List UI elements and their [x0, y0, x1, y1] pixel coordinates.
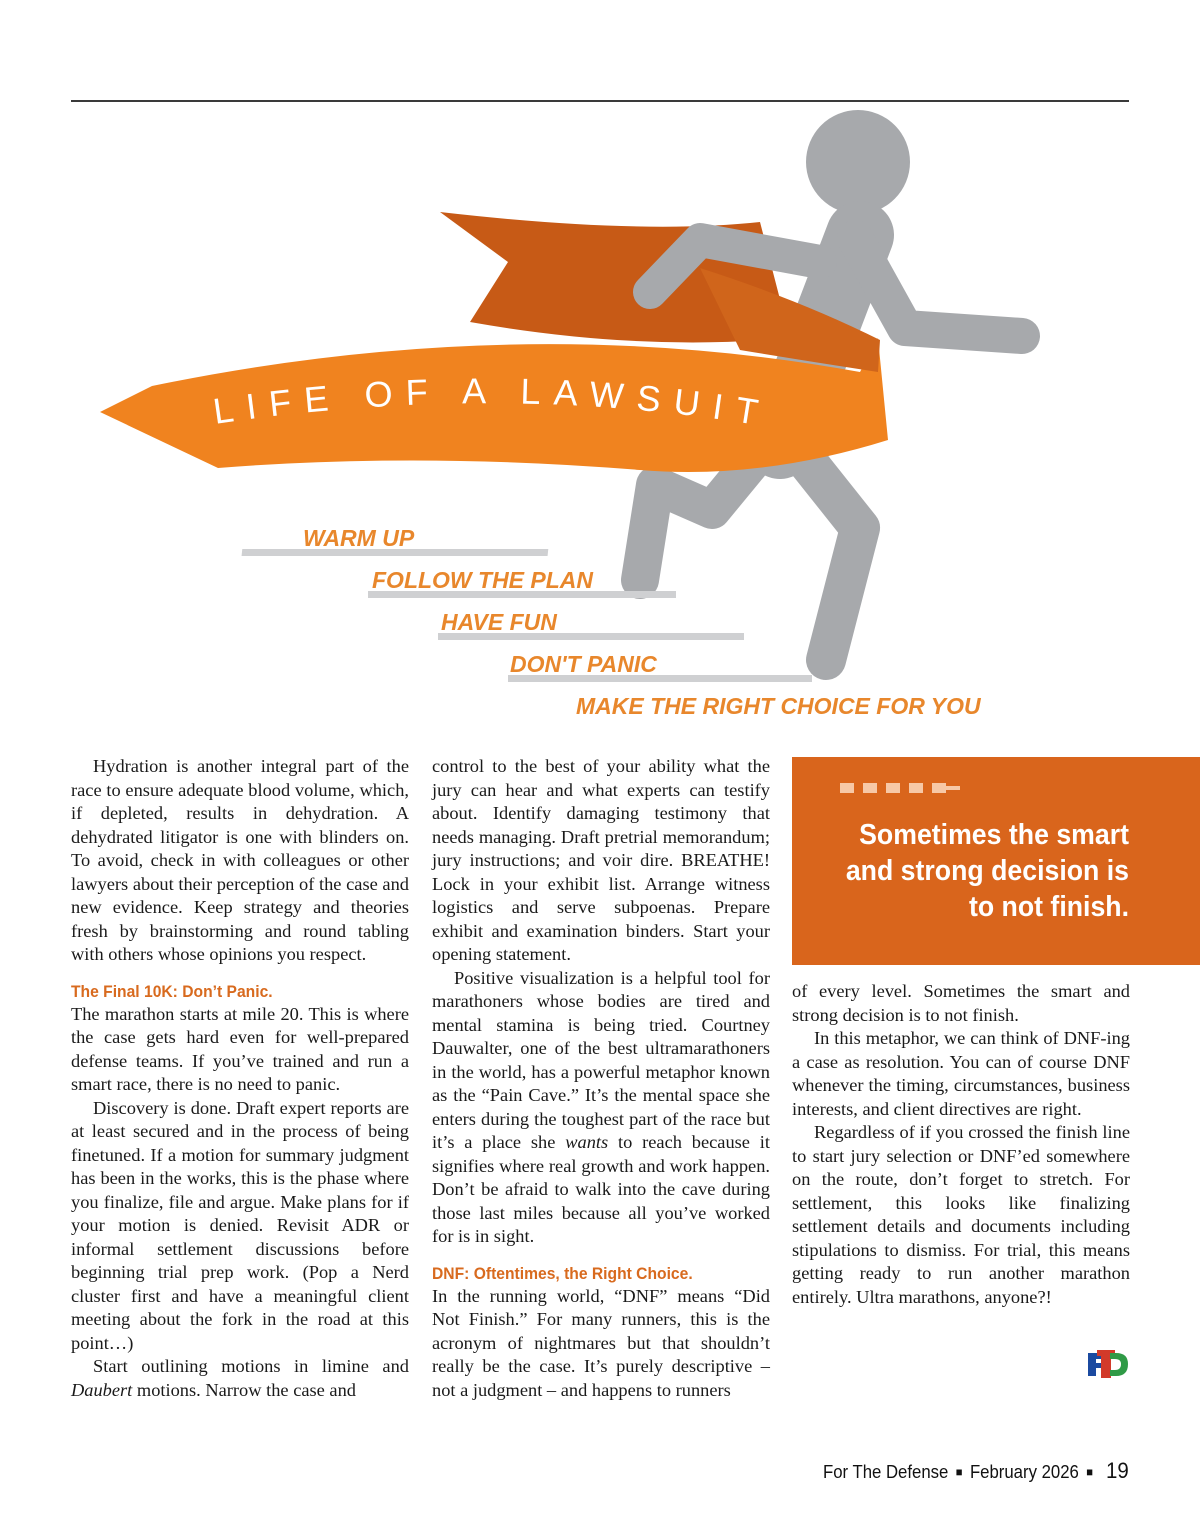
separator-icon: ■	[1086, 1465, 1094, 1479]
text-run: Start outlining motions in limine and	[93, 1356, 409, 1376]
paragraph: control to the best of your ability what the jury can hear and what experts can testify about. Identify damaging testimony that needs managing. Draft pretrial memorandum; jury instructions; and voir dire. BREATHE! Lock in your exhibit list. Arrange witness logistics and serve subpoenas. Prepare exhibit and examination binders. Start your opening statement.	[432, 756, 770, 964]
issue-date: February 2026	[970, 1462, 1080, 1482]
paragraph	[432, 967, 770, 1249]
tip-dont-panic: DON'T PANIC	[510, 651, 657, 677]
publication-name: For The Defense	[823, 1462, 949, 1482]
paragraph: Regardless of if you crossed the finish line to start jury selection or DNF’ed somewhere on the route, don’t forget to stretch. For settlement, this looks like finalizing settlement details and documents including stipulations to dismiss. For trial, this means getting ready to run another marathon entirely. Ultra marathons, anyone?!	[792, 1122, 1130, 1307]
tip-warm-up: WARM UP	[303, 525, 415, 551]
text-run: motions. Narrow the case and	[132, 1379, 356, 1400]
tip-have-fun: HAVE FUN	[441, 609, 557, 635]
separator-icon: ■	[955, 1465, 963, 1479]
banner-title: LIFE OF A LAWSUIT	[210, 370, 774, 435]
column-1	[71, 755, 409, 1402]
tip-right-choice: MAKE THE RIGHT CHOICE FOR YOU	[576, 693, 981, 719]
column-2	[432, 755, 770, 1402]
page-number: 19	[1106, 1458, 1129, 1483]
page-footer	[823, 1458, 1129, 1484]
text-run: to reach because it signifies where real growth and work happen. Don’t be afraid to walk into the cave during those last miles because all you’ve worked for is in sight.	[432, 1132, 770, 1246]
section-heading-dnf: DNF: Oftentimes, the Right Choice.	[432, 1263, 693, 1283]
tip-follow-plan: FOLLOW THE PLAN	[372, 567, 594, 593]
paragraph: In the running world, “DNF” means “Did Not Finish.” For many runners, this is the acronym of nightmares but that shouldn’t really be the case. It’s purely descriptive – not a judgment – and happens to runners	[432, 1285, 770, 1400]
paragraph	[71, 1355, 409, 1402]
paragraph: In this metaphor, we can think of DNF-ing a case as resolution. You can of course DNF whenever the timing, circumstances, business interests, and client directives are right.	[792, 1028, 1130, 1119]
paragraph: Discovery is done. Draft expert reports are at least secured and in the process of being finetuned. If a motion for summary judgment has been in the works, this is the phase where you finalize, file and argue. Make plans for if your motion is denied. Revisit ADR or informal settlement discussions before beginning trial prep work. (Pop a Nerd cluster first and have a meaningful client meeting about the fork in the road at this point…)	[71, 1097, 409, 1353]
text-run: Positive visualization is a helpful tool for marathoners whose bodies are tired and mental stamina is being tried. Courtney Dauwalter, one of the best ultramarathoners in the world, has a powerful metaphor known as the “Pain Cave.” It’s the mental space she enters during the toughest part of the race but it’s a place she	[432, 967, 770, 1152]
pull-quote-text: Sometimes the smart and strong decision is to not finish.	[845, 819, 1129, 923]
runner-illustration	[0, 102, 1200, 742]
paragraph: Hydration is another integral part of the race to ensure adequate blood volume, which, if depleted, results in dehydration. A dehydrated litigator is one with blinders on. To avoid, check in with colleagues or other lawyers about their perception of the case and new evidence. Keep strategy and theories fresh by brainstorming and round tabling with others whose opinions you respect.	[71, 756, 409, 964]
pull-quote-box	[792, 757, 1200, 965]
paragraph: of every level. Sometimes the smart and strong decision is to not finish.	[792, 981, 1130, 1025]
dots-decoration	[840, 783, 960, 793]
emphasis: Daubert	[71, 1379, 133, 1400]
column-3	[792, 980, 1130, 1309]
paragraph: The marathon starts at mile 20. This is where the case gets hard even for well-prepared defense teams. If you’ve trained and run a smart race, there is no need to panic.	[71, 1003, 409, 1094]
emphasis: wants	[565, 1132, 609, 1152]
runner-head	[806, 110, 910, 214]
section-heading-final-10k: The Final 10K: Don’t Panic.	[71, 981, 273, 1001]
ftd-logo-icon	[1088, 1350, 1128, 1378]
